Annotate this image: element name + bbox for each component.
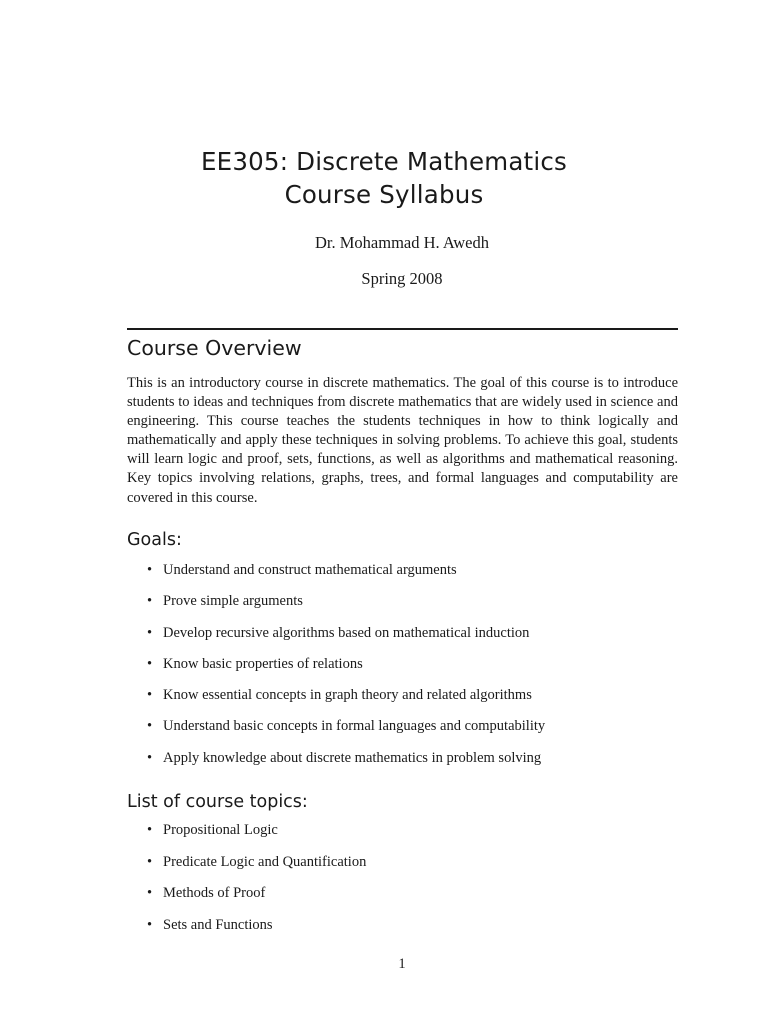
bullet-icon: •: [147, 749, 153, 766]
list-item: [147, 685, 678, 705]
goal-text: Prove simple arguments: [163, 593, 303, 610]
bullet-icon: •: [147, 718, 153, 735]
bullet-icon: •: [147, 562, 153, 578]
list-item: [147, 716, 678, 736]
topic-text: Sets and Functions: [163, 917, 273, 934]
goal-text: Apply knowledge about discrete mathematics in problem solving: [163, 749, 542, 766]
course-overview-paragraph: This is an introductory course in discrete mathematics. The goal of this course is to introduce students to ideas and techniques from discrete mathematics that are widely used in science and engineering. This course teaches the students techniques in how to think logically and mathematically and apply these techniques in solving problems. To achieve this goal, students will learn logic and proof, sets, functions, as well as algorithms and mathematical reasoning. Key topics involving relations, graphs, trees, and formal languages and computability are covered in this course.: [127, 375, 678, 506]
goal-text: Develop recursive algorithms based on mathematical induction: [163, 624, 530, 641]
horizontal-rule: [127, 328, 678, 330]
topic-text: Propositional Logic: [163, 822, 278, 838]
list-item: [147, 748, 678, 768]
bullet-icon: •: [147, 853, 153, 870]
course-overview-heading: Course Overview: [127, 336, 302, 360]
bullet-icon: •: [147, 655, 153, 672]
bullet-icon: •: [147, 593, 153, 610]
bullet-icon: •: [147, 624, 153, 641]
title-line-1: EE305: Discrete Mathematics: [200, 147, 568, 176]
goals-heading: Goals:: [127, 530, 182, 550]
topic-text: Predicate Logic and Quantification: [163, 853, 367, 870]
page-number: 1: [398, 956, 406, 972]
list-item: [147, 852, 678, 872]
list-item: [147, 915, 678, 935]
author-name: Dr. Mohammad H. Awedh: [314, 233, 489, 252]
goal-text: Know basic properties of relations: [163, 655, 363, 672]
list-item: [147, 820, 678, 840]
bullet-icon: •: [147, 885, 153, 902]
list-item: [147, 654, 678, 674]
document-title: [0, 145, 768, 211]
course-topics-heading: List of course topics:: [127, 792, 308, 812]
bullet-icon: •: [147, 917, 153, 934]
list-item: [147, 883, 678, 903]
goal-text: Understand and construct mathematical arguments: [163, 562, 457, 578]
list-item: [147, 623, 678, 643]
semester-date: Spring 2008: [361, 269, 443, 288]
list-item: [147, 560, 678, 580]
topic-text: Methods of Proof: [163, 885, 266, 902]
goals-list: [147, 560, 678, 779]
list-item: [147, 591, 678, 611]
goal-text: Understand basic concepts in formal languages and computability: [163, 718, 546, 735]
title-line-2: Course Syllabus: [284, 180, 484, 209]
course-topics-list: [147, 820, 678, 947]
goal-text: Know essential concepts in graph theory and related algorithms: [163, 687, 532, 704]
bullet-icon: •: [147, 822, 153, 838]
bullet-icon: •: [147, 687, 153, 704]
